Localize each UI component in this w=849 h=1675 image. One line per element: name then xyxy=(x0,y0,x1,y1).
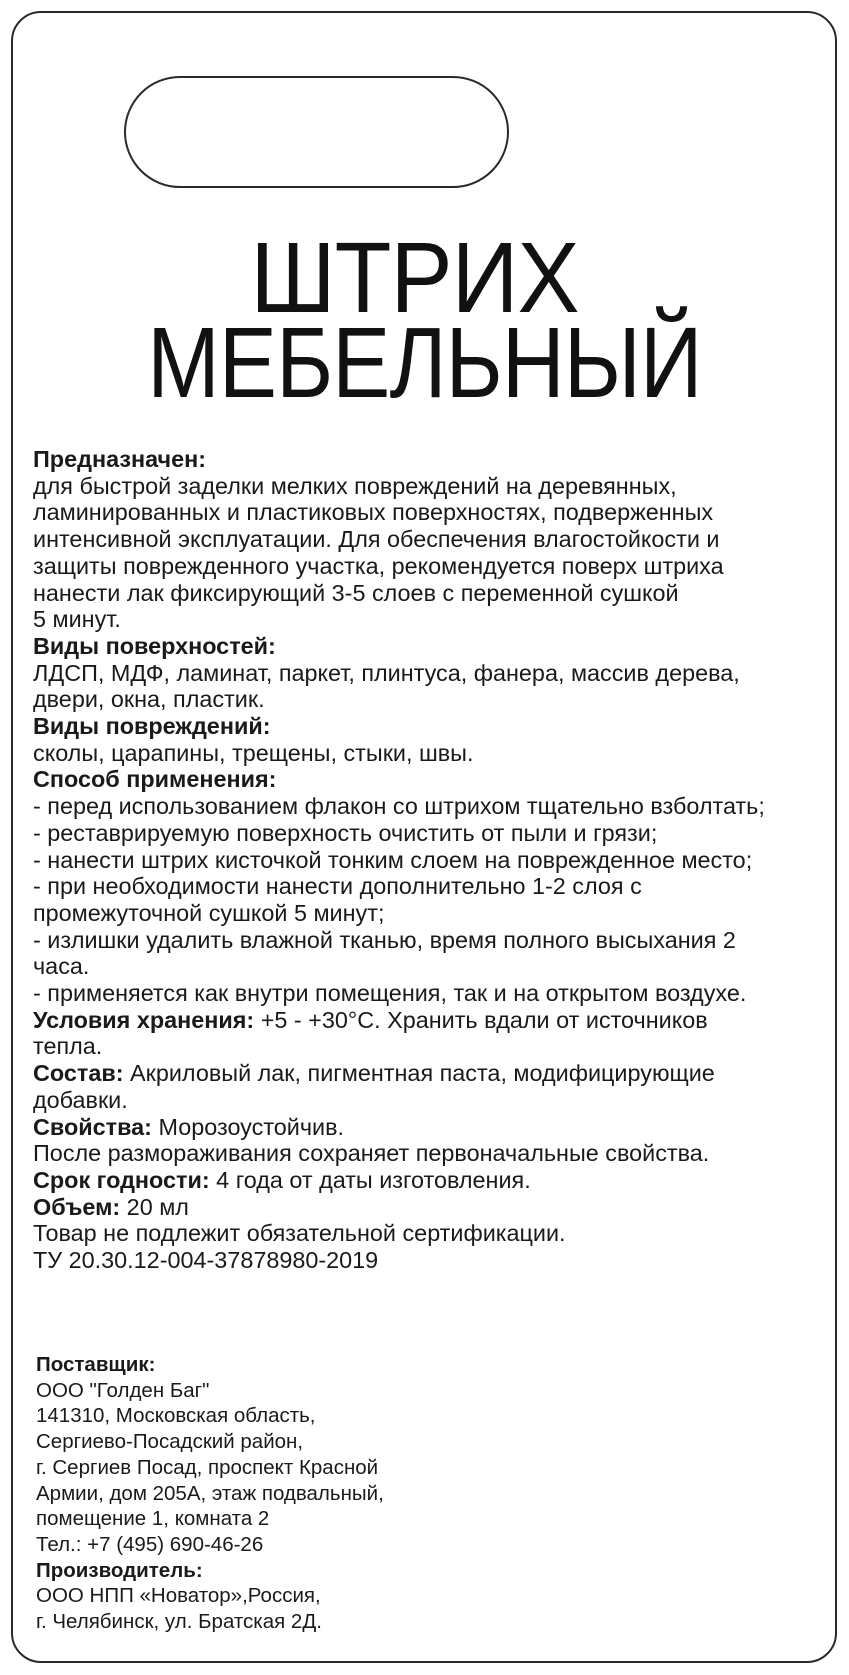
storage-text: +5 - +30°C. Хранить вдали от источников xyxy=(254,1006,708,1033)
supplier-line: помещение 1, комната 2 xyxy=(36,1507,270,1531)
manufacturer-line: г. Челябинск, ул. Братская 2Д. xyxy=(36,1610,322,1634)
supplier-line: ООО "Голден Баг" xyxy=(36,1378,210,1402)
manufacturer-heading: Производитель: xyxy=(36,1558,203,1582)
surfaces-line: ЛДСП, МДФ, ламинат, паркет, плинтуса, фанера, массив дерева, xyxy=(33,659,740,686)
composition-cont: добавки. xyxy=(33,1086,128,1113)
usage-line: - применяется как внутри помещения, так и на открытом воздухе. xyxy=(33,980,747,1007)
usage-line: - нанести штрих кисточкой тонким слоем на поврежденное место; xyxy=(33,846,753,873)
volume-line xyxy=(33,1194,823,1221)
purpose-line: интенсивной эксплуатации. Для обеспечения влагостойкости и xyxy=(33,526,720,553)
supplier-block xyxy=(36,1352,496,1635)
properties-text: Морозоустойчив. xyxy=(151,1113,345,1140)
damages-line: сколы, царапины, трещены, стыки, швы. xyxy=(33,739,474,766)
shelf-life-heading: Срок годности: xyxy=(33,1166,210,1193)
composition-heading: Состав: xyxy=(33,1060,124,1087)
composition-line xyxy=(33,1060,823,1087)
surfaces-line: двери, окна, пластик. xyxy=(33,686,265,713)
purpose-line: нанести лак фиксирующий 3-5 слоев с переменной сушкой xyxy=(33,579,679,606)
storage-heading: Условия хранения: xyxy=(33,1006,255,1033)
purpose-heading: Предназначен: xyxy=(33,446,207,472)
purpose-line: 5 минут. xyxy=(33,606,121,633)
product-title-line-2: МЕБЕЛЬНЫЙ xyxy=(147,307,702,419)
usage-line: - перед использованием флакон со штрихом тщательно взболтать; xyxy=(33,793,765,820)
hang-hole-cutout xyxy=(124,76,509,188)
usage-heading: Способ применения: xyxy=(33,766,277,793)
purpose-line: ламинированных и пластиковых поверхностях, подверженных xyxy=(33,499,714,526)
supplier-line: Армии, дом 205А, этаж подвальный, xyxy=(36,1481,384,1505)
surfaces-heading: Виды поверхностей: xyxy=(33,632,276,659)
damages-heading: Виды повреждений: xyxy=(33,713,271,740)
shelf-life-line xyxy=(33,1167,823,1194)
technical-standard: ТУ 20.30.12-004-37878980-2019 xyxy=(33,1247,379,1274)
composition-text: Акриловый лак, пигментная паста, модифицирующие xyxy=(123,1060,715,1087)
volume-text: 20 мл xyxy=(120,1193,189,1220)
usage-line: часа. xyxy=(33,953,90,980)
supplier-line: 141310, Московская область, xyxy=(36,1404,316,1428)
supplier-phone: Тел.: +7 (495) 690-46-26 xyxy=(36,1532,264,1556)
properties-heading: Свойства: xyxy=(33,1113,152,1140)
purpose-line: защиты поврежденного участка, рекомендуется поверх штриха xyxy=(33,552,724,579)
shelf-life-text: 4 года от даты изготовления. xyxy=(209,1166,531,1193)
properties-cont: После размораживания сохраняет первоначальные свойства. xyxy=(33,1140,710,1167)
properties-line xyxy=(33,1114,823,1141)
supplier-line: Сергиево-Посадский район, xyxy=(36,1430,304,1454)
product-title-line-1: ШТРИХ xyxy=(250,222,579,334)
product-description xyxy=(33,446,823,1274)
usage-line: - излишки удалить влажной тканью, время полного высыхания 2 xyxy=(33,926,736,953)
storage-line xyxy=(33,1007,823,1034)
usage-line: промежуточной сушкой 5 минут; xyxy=(33,899,385,926)
usage-line: - реставрируемую поверхность очистить от пыли и грязи; xyxy=(33,819,658,846)
supplier-line: г. Сергиев Посад, проспект Красной xyxy=(36,1455,379,1479)
volume-heading: Объем: xyxy=(33,1193,121,1220)
manufacturer-line: ООО НПП «Новатор»,Россия, xyxy=(36,1584,321,1608)
supplier-heading: Поставщик: xyxy=(36,1353,156,1376)
purpose-line: для быстрой заделки мелких повреждений на деревянных, xyxy=(33,472,677,499)
storage-cont: тепла. xyxy=(33,1033,103,1060)
certification-note: Товар не подлежит обязательной сертификации. xyxy=(33,1220,566,1247)
usage-line: - при необходимости нанести дополнительно 1-2 слоя с xyxy=(33,873,642,900)
